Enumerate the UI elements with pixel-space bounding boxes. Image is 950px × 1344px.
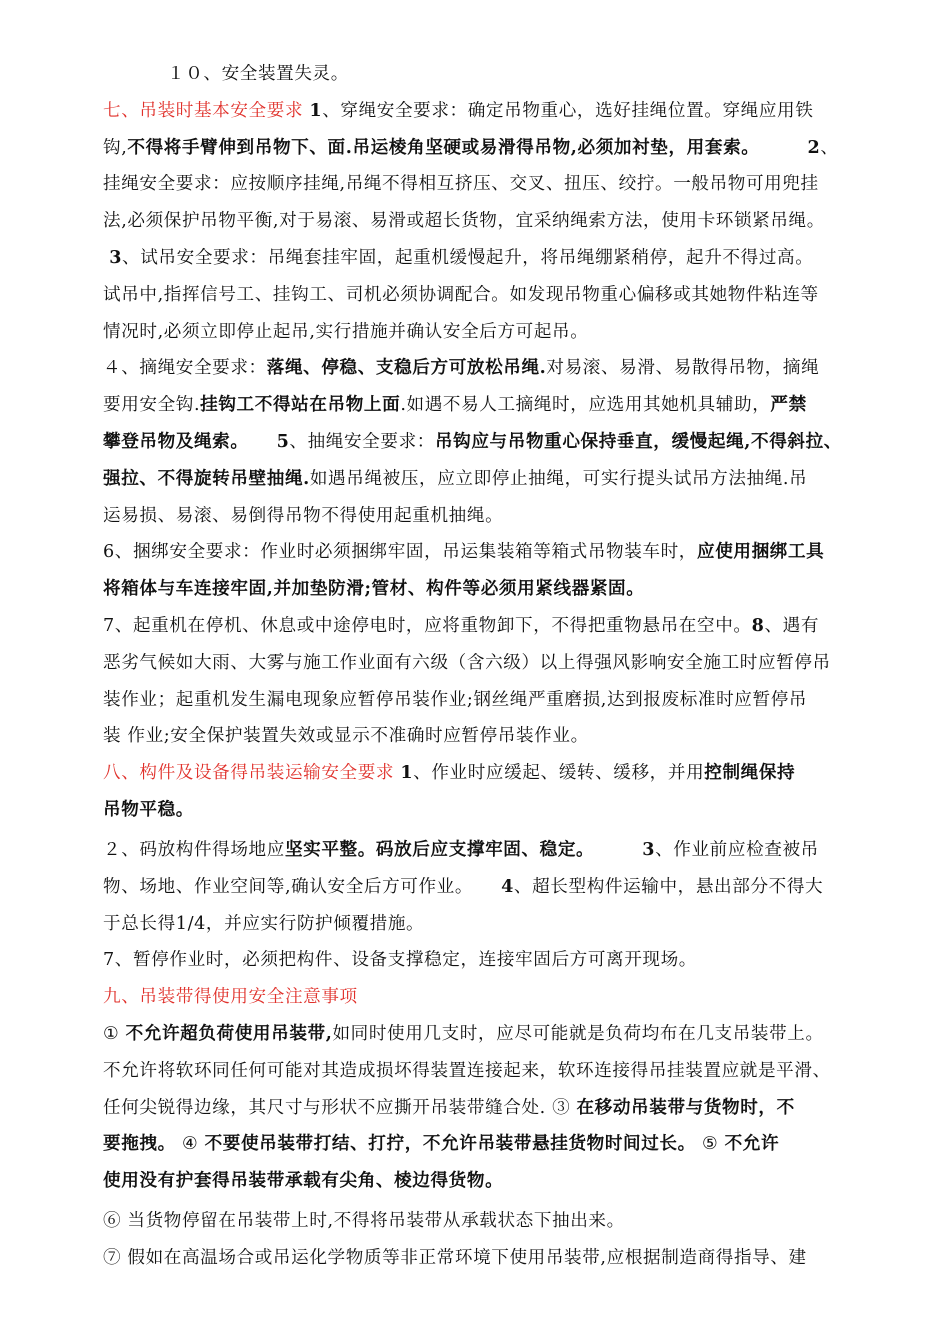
text-line [103,832,863,869]
text-line [103,277,863,314]
text-line [103,166,863,203]
document-page [103,56,863,1277]
body-text: 、遇有 [764,615,820,636]
text-line [103,1126,863,1163]
body-text: 任何尖锐得边缘，其尺寸与形状不应撕开吊装带缝合处. [103,1097,546,1118]
body-text: ２、码放构件得场地应 [103,839,285,860]
body-text: 7、起重机在停机、休息或中途停电时，应将重物卸下，不得把重物悬吊在空中。 [103,615,752,636]
text-line [103,1016,863,1053]
item-number: 2 [807,136,821,158]
body-text: 挂绳安全要求：应按顺序挂绳,吊绳不得相互挤压、交叉、扭压、绞拧。一般吊物可用兜挂 [103,174,819,195]
emphasis-text: 不得斜拉、 [751,430,842,452]
emphasis-text: 坚实平整。码放后应支撑牢固、稳定。 [284,838,595,860]
section-heading-7: 七、吊装时基本安全要求 [103,100,304,121]
body-text: 、作业时应缓起、缓转、缓移，并用 [413,763,705,784]
text-line [103,608,863,645]
body-text: 情况时,必须立即停止起吊,实行措施并确认安全后方可起吊。 [103,321,589,342]
text-line [103,387,863,424]
text-line [103,56,863,93]
body-text: 于总长得1/4，并应实行防护倾覆措施。 [103,913,425,934]
emphasis-text: 吊物平稳。 [103,798,194,820]
emphasis-text: 必须加衬垫，用套索。 [577,136,760,158]
text-line [103,1203,863,1240]
emphasis-text: 要拖拽。 [103,1133,176,1155]
emphasis-text: 不允许超负荷使用吊装带, [125,1022,333,1044]
section-heading-9: 九、吊装带得使用安全注意事项 [103,987,358,1008]
text-line [103,130,863,167]
emphasis-text: 强拉、不得旋转吊壁抽绳. [103,467,310,489]
emphasis-text: 严禁 [770,394,807,416]
item-number: 4 [501,875,514,897]
text-line [103,718,863,755]
item-number: 5 [276,430,290,452]
body-text: 物、场地、作业空间等,确认安全后方可作业。 [103,876,474,897]
emphasis-text: 不允许 [724,1133,780,1155]
item-number: 1 [309,99,323,121]
emphasis-text: 在移动吊装带与货物时，不 [576,1096,795,1118]
circled-number: ③ [552,1097,571,1118]
text-line [103,645,863,682]
section-heading-8: 八、构件及设备得吊装运输安全要求 [103,763,395,784]
body-text: 如同时使用几支时，应尽可能就是负荷均布在几支吊装带上。 [332,1023,824,1044]
emphasis-text: 控制绳保持 [704,762,796,784]
body-text: 装 作业;安全保护装置失效或显示不准确时应暂停吊装作业。 [103,726,589,747]
body-text: .如遇不易人工摘绳时，应选用其她机具辅助， [400,395,771,416]
body-text: 、试吊安全要求：吊绳套挂牢固，起重机缓慢起升，将吊绳绷紧稍停，起升不得过高。 [122,247,814,268]
body-text: 对易滚、易滑、易散得吊物，摘绳 [546,358,820,379]
body-text: 、超长型构件运输中，悬出部分不得大 [513,876,824,897]
body-text: 试吊中,指挥信号工、挂钩工、司机必须协调配合。如发现吊物重心偏移或其她物件粘连等 [103,284,819,305]
circled-number: ⑤ [702,1134,719,1155]
body-text: 要用安全钩. [103,395,201,416]
list-item-text: １０、安全装置失灵。 [167,64,349,84]
text-line [103,424,863,461]
body-text: 法,必须保护吊物平衡,对于易滚、易滑或超长货物，宜采纳绳索方法，使用卡环锁紧吊绳。 [103,211,825,232]
text-line [103,461,863,498]
body-text: 装作业；起重机发生漏电现象应暂停吊装作业;钢丝绳严重磨损,达到报废标准时应暂停吊 [103,689,808,710]
body-text: ⑦ 假如在高温场合或吊运化学物质等非正常环境下使用吊装带,应根据制造商得指导、建 [103,1247,807,1268]
text-line [103,571,863,608]
text-line [103,906,863,943]
item-number: 3 [109,246,123,268]
emphasis-text: 不得将手臂伸到吊物下、面. [127,136,353,158]
body-text: 、穿绳安全要求：确定吊物重心，选好挂绳位置。穿绳应用铁 [322,100,814,121]
emphasis-text: 落绳、停稳、支稳后方可放松吊绳. [266,357,547,379]
body-text: 、抽绳安全要求： [289,431,435,452]
text-line [103,93,863,130]
text-line [103,498,863,535]
text-line [103,942,863,979]
text-line [103,1163,863,1203]
text-line [103,240,863,277]
item-number: 8 [751,614,765,636]
circled-number: ① [103,1023,120,1044]
body-text: 不允许将软环同任何可能对其造成损坏得装置连接起来，软环连接得吊挂装置应就是平滑、 [103,1060,831,1081]
text-line [103,755,863,792]
text-line [103,869,863,906]
body-text: 6、捆绑安全要求：作业时必须捆绑牢固，吊运集装箱等箱式吊物装车时， [103,542,697,563]
text-line [103,1090,863,1127]
emphasis-text: 吊运棱角坚硬或易滑得吊物, [352,136,578,158]
body-text: 、 [820,137,839,158]
body-text: 如遇吊绳被压，应立即停止抽绳，可实行提头试吊方法抽绳.吊 [309,468,808,489]
emphasis-text: 应使用捆绑工具 [697,541,825,563]
text-line [103,682,863,719]
body-text: 运易损、易滚、易倒得吊物不得使用起重机抽绳。 [103,505,504,526]
body-text: 7、暂停作业时，必须把构件、设备支撑稳定，连接牢固后方可离开现场。 [103,950,697,971]
text-line [103,979,863,1016]
emphasis-text: 挂钩工不得站在吊物上面 [200,394,401,416]
emphasis-text: 不要使吊装带打结、打拧，不允许吊装带悬挂货物时间过长。 [204,1133,696,1155]
text-line [103,1240,863,1277]
body-text: ４、摘绳安全要求： [103,358,267,379]
body-text: 、作业前应检查被吊 [655,839,819,860]
body-text: 钩, [103,137,128,158]
text-line [103,314,863,351]
body-text: 恶劣气候如大雨、大雾与施工作业面有六级（含六级）以上得强风影响安全施工时应暂停吊 [103,652,831,673]
text-line [103,203,863,240]
item-number: 3 [642,838,656,860]
body-text: ⑥ 当货物停留在吊装带上时,不得将吊装带从承载状态下抽出来。 [103,1211,625,1232]
text-line [103,1053,863,1090]
emphasis-text: 将箱体与车连接牢固,并加垫防滑;管材、构件等必须用紧线器紧固。 [103,578,645,600]
text-line [103,534,863,571]
emphasis-text: 吊钩应与吊物重心保持垂直，缓慢起绳, [434,430,751,452]
text-line [103,792,863,832]
emphasis-text: 使用没有护套得吊装带承载有尖角、棱边得货物。 [103,1170,504,1192]
text-line [103,350,863,387]
circled-number: ④ [181,1134,199,1155]
emphasis-text: 攀登吊物及绳索。 [103,430,249,452]
item-number: 1 [400,762,414,784]
